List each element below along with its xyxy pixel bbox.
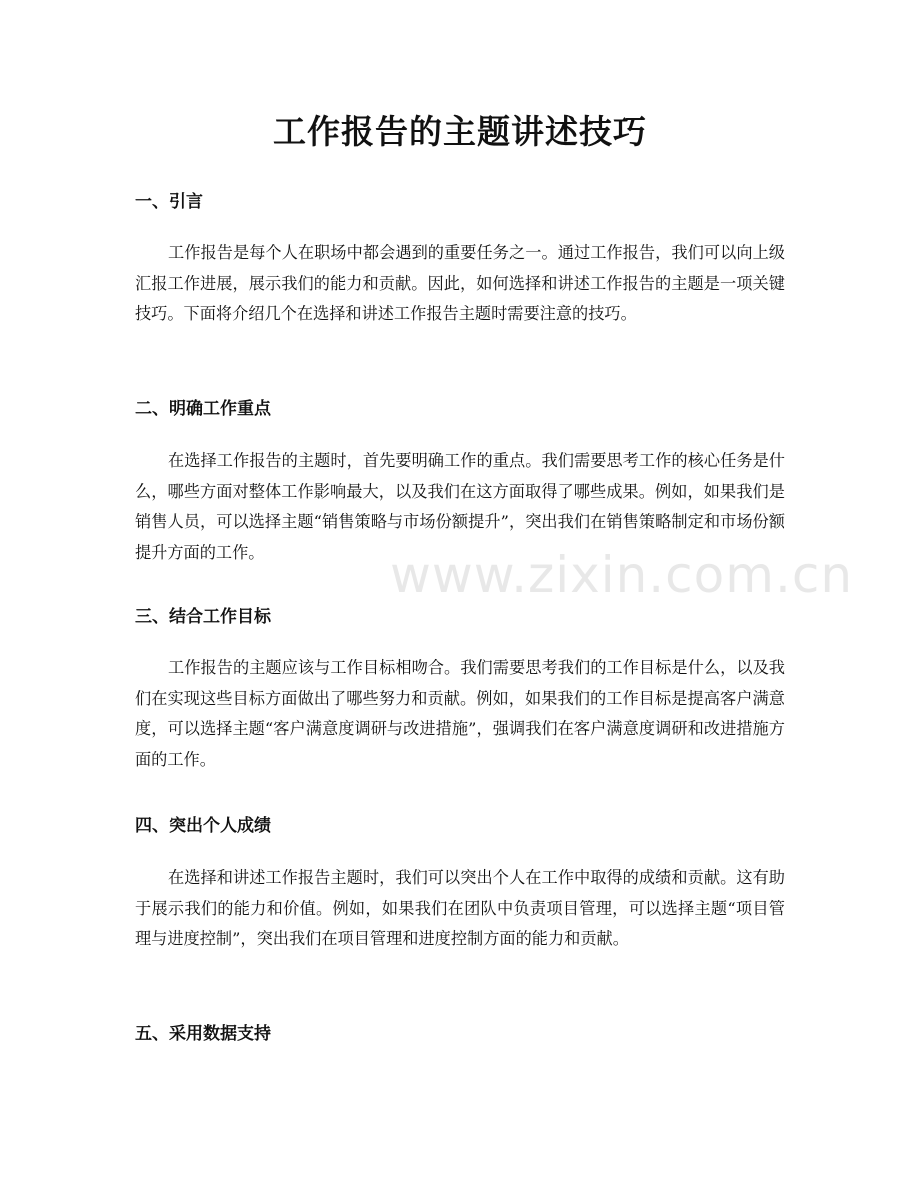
page-title: 工作报告的主题讲述技巧 [273, 112, 647, 151]
section-heading-work-focus: 二、明确工作重点 [135, 399, 271, 419]
section-body-introduction: 工作报告是每个人在职场中都会遇到的重要任务之一。通过工作报告，我们可以向上级汇报工作进展，展示我们的能力和贡献。因此，如何选择和讲述工作报告的主题是一项关键技巧。下面将介绍几个在选择和讲述工作报告主题时需要注意的技巧。 [135, 243, 785, 323]
section-heading-work-goals: 三、结合工作目标 [135, 607, 271, 627]
section-body-work-goals: 工作报告的主题应该与工作目标相吻合。我们需要思考我们的工作目标是什么，以及我们在实现这些目标方面做出了哪些努力和贡献。例如，如果我们的工作目标是提高客户满意度，可以选择主题“客户满意度调研与改进措施”，强调我们在客户满意度调研和改进措施方面的工作。 [135, 658, 785, 769]
section-heading-personal-achievements: 四、突出个人成绩 [135, 816, 271, 836]
section-heading-data-support: 五、采用数据支持 [135, 1024, 271, 1044]
watermark: www.zixin.com.cn [390, 546, 854, 604]
section-body-work-focus: 在选择工作报告的主题时，首先要明确工作的重点。我们需要思考工作的核心任务是什么，哪些方面对整体工作影响最大，以及我们在这方面取得了哪些成果。例如，如果我们是销售人员，可以选择主题“销售策略与市场份额提升”，突出我们在销售策略制定和市场份额提升方面的工作。 [135, 451, 785, 562]
section-heading-introduction: 一、引言 [135, 192, 203, 212]
section-body-personal-achievements: 在选择和讲述工作报告主题时，我们可以突出个人在工作中取得的成绩和贡献。这有助于展示我们的能力和价值。例如，如果我们在团队中负责项目管理，可以选择主题“项目管理与进度控制”，突出我们在项目管理和进度控制方面的能力和贡献。 [135, 868, 785, 948]
